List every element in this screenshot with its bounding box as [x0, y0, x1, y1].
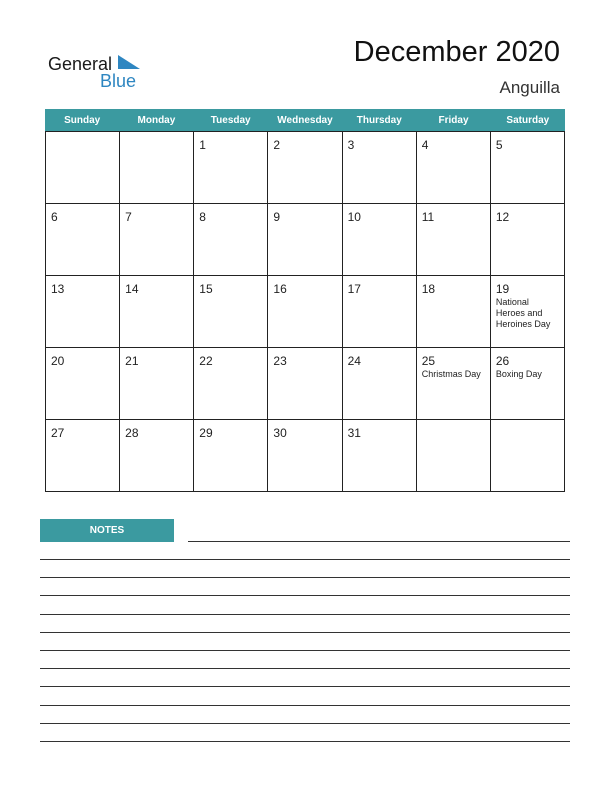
day-number: 7 [125, 210, 132, 224]
day-number: 31 [347, 426, 361, 440]
day-number: 17 [347, 282, 361, 296]
logo-blue-text: Blue [100, 71, 137, 91]
day-number: 13 [51, 282, 65, 296]
note-line [40, 723, 570, 724]
note-line [40, 614, 570, 615]
calendar-grid [45, 131, 565, 492]
day-number: 28 [125, 426, 139, 440]
day-number: 20 [51, 354, 65, 368]
day-number: 25 [421, 354, 436, 368]
day-cell [46, 132, 120, 204]
day-cell [343, 204, 417, 276]
day-cell [417, 204, 491, 276]
day-number: 23 [273, 354, 287, 368]
day-cell [120, 204, 194, 276]
day-number: 24 [347, 354, 361, 368]
weekday-header [45, 109, 565, 131]
day-cell [417, 132, 491, 204]
weekday-thursday: Thursday [356, 114, 402, 126]
day-cell [46, 276, 120, 348]
generalblue-logo [48, 52, 158, 92]
day-number: 29 [199, 426, 213, 440]
holiday-label: Boxing Day [495, 369, 542, 379]
day-number: 4 [421, 138, 429, 152]
note-line [188, 541, 570, 542]
note-line [40, 595, 570, 596]
note-line [40, 559, 570, 560]
day-cell [120, 348, 194, 420]
day-cell [46, 420, 120, 492]
day-cell [343, 132, 417, 204]
weekday-tuesday: Tuesday [210, 114, 251, 126]
day-cell [343, 276, 417, 348]
note-line [40, 741, 570, 742]
day-cell [46, 348, 120, 420]
day-cell [417, 276, 491, 348]
day-number: 15 [199, 282, 213, 296]
day-cell [194, 420, 268, 492]
day-number: 11 [421, 210, 435, 224]
day-number: 18 [421, 282, 436, 296]
day-number: 2 [273, 138, 281, 152]
day-cell [194, 276, 268, 348]
country-name: Anguilla [499, 78, 560, 97]
note-line [40, 577, 570, 578]
day-number: 19 [495, 282, 510, 296]
day-cell [194, 132, 268, 204]
day-number: 16 [273, 282, 287, 296]
day-number: 1 [199, 138, 206, 152]
day-cell [194, 348, 268, 420]
day-cell [46, 204, 120, 276]
day-number: 10 [347, 210, 361, 224]
day-cell [491, 348, 565, 420]
notes-label: NOTES [40, 519, 174, 542]
weekday-saturday: Saturday [506, 114, 550, 126]
day-number: 27 [51, 426, 65, 440]
weekday-wednesday: Wednesday [277, 114, 333, 126]
day-number: 26 [495, 354, 510, 368]
day-number: 3 [347, 138, 355, 152]
day-cell [343, 348, 417, 420]
day-cell [268, 348, 342, 420]
note-line [40, 650, 570, 651]
day-cell [491, 420, 565, 492]
day-cell [268, 204, 342, 276]
weekday-friday: Friday [438, 114, 469, 126]
day-number: 30 [273, 426, 287, 440]
day-cell [268, 420, 342, 492]
day-cell [491, 276, 565, 348]
note-line [40, 686, 570, 687]
month-title: December 2020 [353, 36, 560, 68]
day-cell [120, 132, 194, 204]
day-cell [491, 132, 565, 204]
day-number: 22 [199, 354, 213, 368]
day-number: 5 [495, 138, 503, 152]
day-cell [194, 204, 268, 276]
weekday-monday: Monday [137, 114, 176, 126]
day-number: 8 [199, 210, 206, 224]
day-number: 21 [125, 354, 139, 368]
day-number: 14 [125, 282, 139, 296]
day-cell [268, 276, 342, 348]
note-line [40, 632, 570, 633]
calendar [45, 109, 565, 492]
holiday-label: Christmas Day [421, 369, 481, 379]
logo-general-text: General [48, 54, 113, 74]
note-line [40, 668, 570, 669]
day-cell [491, 204, 565, 276]
holiday-label: National Heroes and Heroines Day [495, 297, 551, 329]
logo-triangle-icon [118, 55, 140, 69]
weekday-sunday: Sunday [64, 114, 101, 126]
day-cell [268, 132, 342, 204]
day-cell [120, 276, 194, 348]
day-cell [120, 420, 194, 492]
day-number: 12 [495, 210, 510, 224]
day-cell [417, 348, 491, 420]
day-number: 6 [51, 210, 58, 224]
day-cell [417, 420, 491, 492]
day-cell [343, 420, 417, 492]
note-line [40, 705, 570, 706]
day-number: 9 [273, 210, 281, 224]
